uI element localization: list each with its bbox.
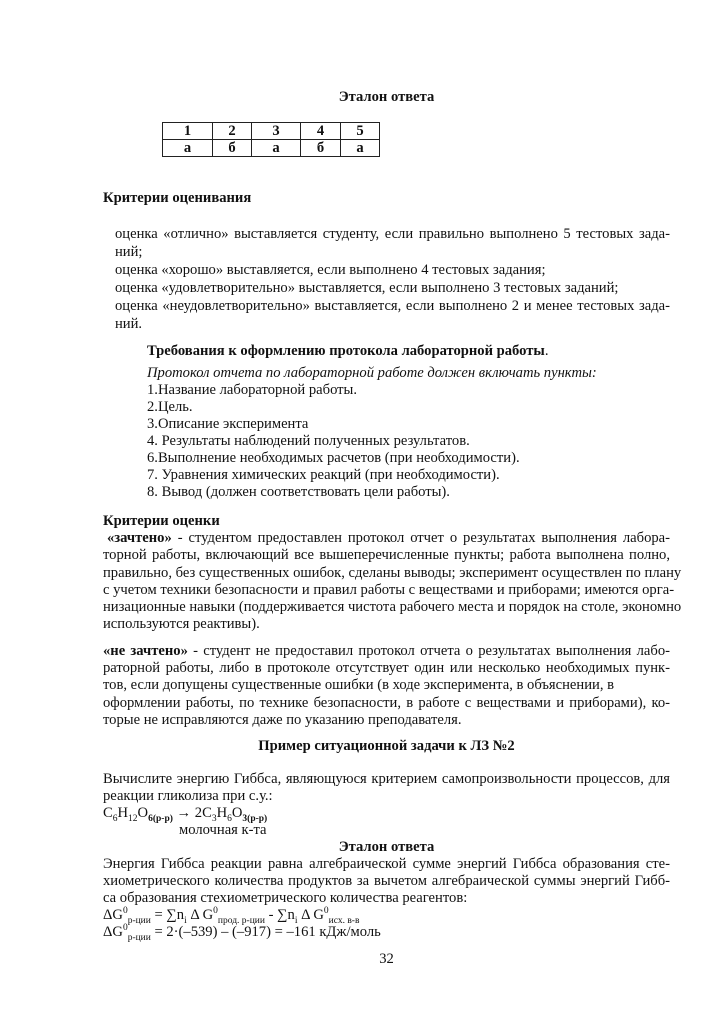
eq-sup: 0: [122, 906, 128, 917]
protocol-title-text: Требования к оформлению протокола лабораторной работы: [147, 343, 545, 359]
eq-sub: 6: [112, 814, 118, 825]
answer-table: [162, 122, 380, 157]
table-cell: б: [301, 140, 341, 157]
passed-label: «зачтено»: [107, 530, 172, 546]
assessment-title: Критерии оценки: [103, 513, 220, 529]
text-line: тов, если допущены существенные ошибки (в ходе эксперимента, в объяснении, в: [103, 677, 615, 694]
list-item: 2.Цель.: [147, 399, 193, 415]
eq-sub: прод. р-ции: [217, 916, 265, 927]
eq-sup: 0: [213, 906, 218, 917]
protocol-title-end: .: [544, 343, 549, 359]
table-cell: 5: [341, 123, 380, 140]
eq-sub: 6: [227, 814, 232, 825]
protocol-list: [103, 365, 670, 501]
table-cell: б: [213, 140, 252, 157]
text-line: используются реактивы).: [103, 616, 260, 633]
product-name: молочная к-та: [179, 822, 267, 839]
page-content: [103, 89, 682, 968]
list-item: 4. Результаты наблюдений полученных результатов.: [147, 433, 470, 449]
grading-criteria: [103, 225, 670, 333]
eq-sub: 3: [211, 814, 217, 825]
eq-part: O: [231, 805, 243, 822]
table-row: [163, 123, 380, 140]
gibbs-equation: [103, 906, 670, 927]
text-line: раторной работы, либо в протоколе отсутствует один или несколько необходимых пунк-: [103, 660, 670, 677]
list-item: 3.Описание эксперимента: [147, 416, 309, 432]
text-line: низационные навыки (поддерживается чистота рабочего места и порядок на столе, экономно: [103, 599, 682, 616]
table-cell: 1: [163, 123, 213, 140]
passed-criteria: [103, 530, 682, 634]
text-line: торной работы, включающий все вышеперечисленные пункты; работа выполнена полно,: [103, 547, 670, 564]
protocol-title: [103, 343, 670, 360]
text-line: торые не исправляются даже по указанию преподавателя.: [103, 711, 462, 728]
text-line: ний;: [115, 244, 143, 260]
table-row: [163, 140, 380, 157]
table-cell: а: [252, 140, 301, 157]
task-text: [103, 771, 670, 839]
text-line: ний.: [115, 316, 143, 332]
list-item: 8. Вывод (должен соответствовать цели работы).: [147, 484, 450, 500]
eq-sup: 0: [122, 923, 128, 934]
text-line: с учетом техники безопасности и правил работы с веществами и приборами; имеются орга-: [103, 581, 675, 598]
eq-sub: исх. в-в: [328, 916, 360, 927]
list-item: 1.Название лабораторной работы.: [147, 382, 358, 398]
task-title: Пример ситуационной задачи к ЛЗ №2: [258, 738, 515, 755]
text-fragment: - студент не предоставил протокол отчета о результатах выполнения лабо-: [187, 642, 670, 659]
text-line: Вычислите энергию Гиббса, являющуюся критерием самопроизвольности процессов, для: [103, 771, 670, 788]
eq-sub: р-ции: [127, 916, 151, 927]
text-fragment: - студентом предоставлен протокол отчет о результатах выполнения лабора-: [171, 530, 670, 546]
eq-sub: 3(р-р): [242, 814, 268, 825]
table-cell: 2: [213, 123, 252, 140]
eq-sub: 6(р-р): [148, 814, 173, 825]
list-item: 6.Выполнение необходимых расчетов (при необходимости).: [147, 450, 520, 466]
eq-part: H: [117, 805, 129, 822]
text-line: [103, 643, 670, 660]
eq-part: H: [216, 805, 228, 822]
page-number: 32: [379, 951, 394, 968]
text-line: оценка «хорошо» выставляется, если выполнено 4 тестовых задания;: [115, 262, 546, 278]
text-line: правильно, без существенных ошибок, сделаны выводы; эксперимент осуществлен по плану: [103, 564, 682, 581]
table-cell: а: [163, 140, 213, 157]
eq-sub: р-ции: [127, 933, 151, 944]
text-line: оценка «удовлетворительно» выставляется, если выполнено 3 тестовых заданий;: [115, 280, 619, 296]
answer-key-title: Эталон ответа: [338, 89, 435, 105]
table-cell: 3: [252, 123, 301, 140]
eq-part: ΔG: [103, 924, 123, 941]
table-cell: а: [341, 140, 380, 157]
eq-part: Δ G: [297, 907, 324, 924]
grading-title: Критерии оценивания: [103, 190, 252, 206]
eq-part: ΔG: [103, 907, 123, 924]
text-line: са образования стехиометрического количества реагентов:: [103, 890, 468, 907]
text-line: Энергия Гиббса реакции равна алгебраической сумме энергий Гиббса образования сте-: [103, 856, 670, 873]
eq-sup: 0: [323, 906, 329, 917]
protocol-intro: Протокол отчета по лабораторной работе должен включать пункты:: [147, 365, 597, 381]
eq-part: C: [103, 805, 113, 822]
eq-part: = 2·(–539) – (–917) = –161 кДж/моль: [150, 924, 381, 941]
eq-part: = ∑n: [150, 907, 185, 924]
eq-sub: 12: [128, 814, 138, 825]
text-line: реакции гликолиза при с.у.:: [103, 788, 273, 805]
eq-part: → 2C: [172, 805, 212, 822]
eq-part: Δ G: [186, 907, 214, 924]
eq-part: - ∑n: [264, 907, 295, 924]
list-item: 7. Уравнения химических реакций (при необходимости).: [147, 467, 500, 483]
eq-part: O: [137, 805, 149, 822]
failed-criteria: [103, 643, 670, 729]
reaction-equation: [103, 805, 670, 825]
solution-title: Эталон ответа: [338, 839, 435, 856]
text-line: оформлении работы, по технике безопасности, в работе с веществами и приборами), ко-: [103, 694, 670, 711]
eq-sub: i: [184, 916, 187, 927]
eq-sub: i: [294, 916, 298, 927]
text-line: [103, 530, 670, 547]
text-line: оценка «неудовлетворительно» выставляется, если выполнено 2 и менее тестовых зада-: [115, 298, 670, 314]
text-line: хиометрического количества продуктов за вычетом алгебраической суммы энергий Гибб-: [103, 873, 670, 890]
solution-text: [103, 856, 670, 944]
failed-label: «не зачтено»: [103, 642, 188, 659]
table-cell: 4: [301, 123, 341, 140]
text-line: оценка «отлично» выставляется студенту, если правильно выполнено 5 тестовых зада-: [115, 226, 670, 242]
gibbs-result: [103, 923, 670, 944]
